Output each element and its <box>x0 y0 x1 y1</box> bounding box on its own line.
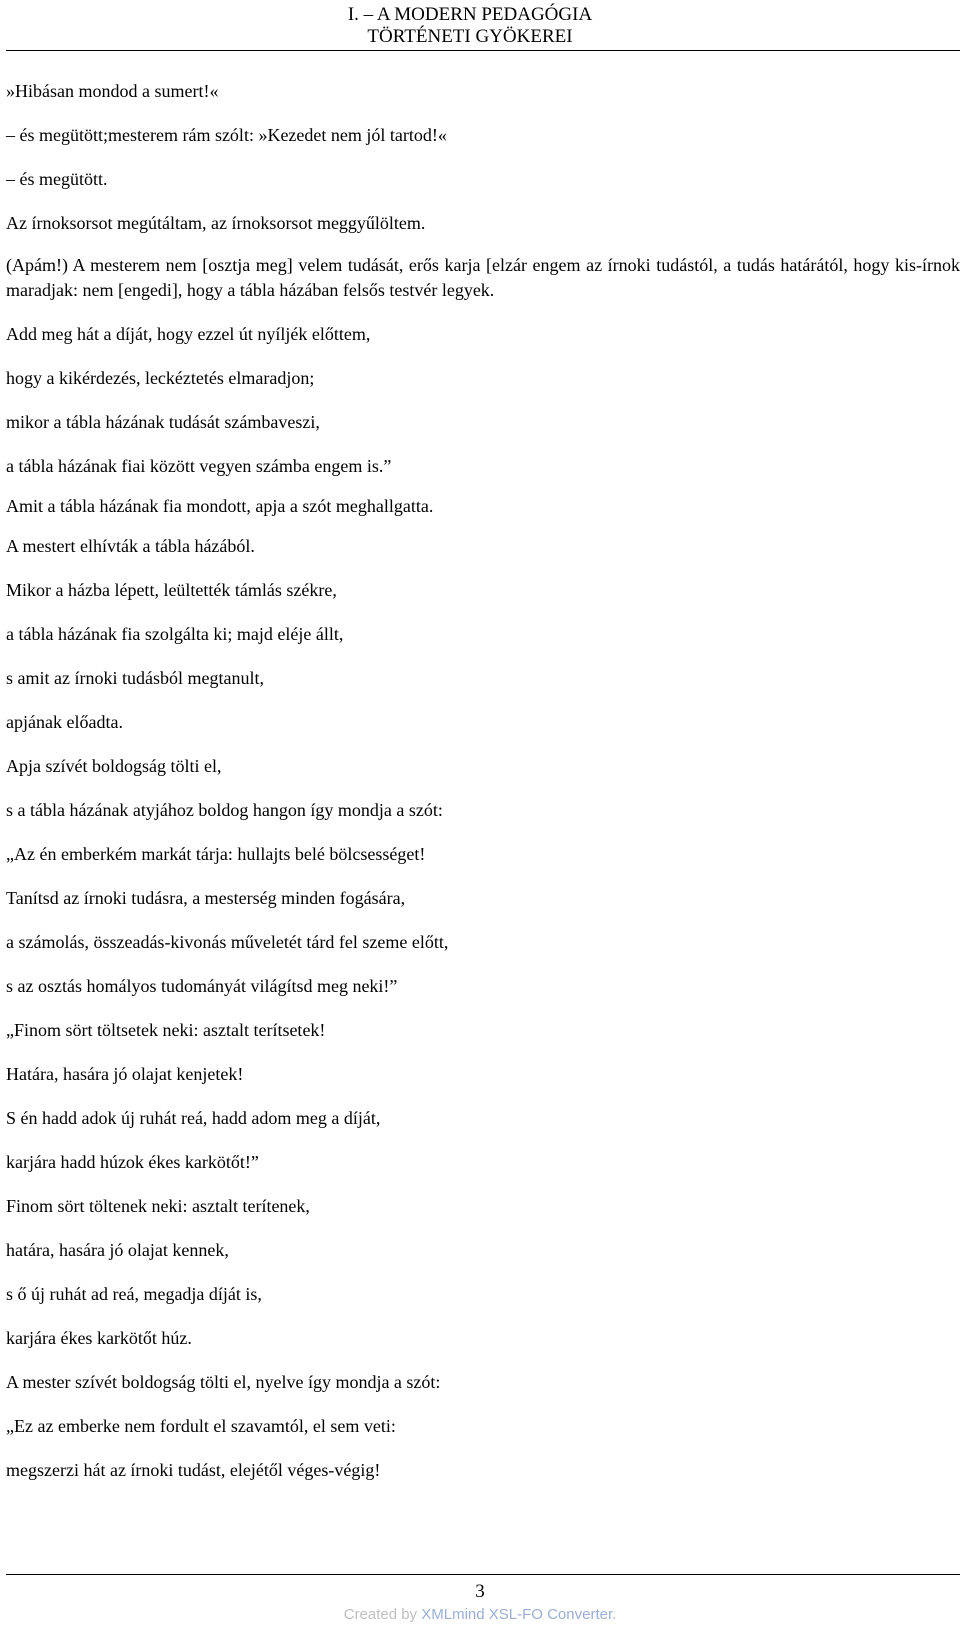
text-line: határa, hasára jó olajat kennek, <box>6 1240 229 1260</box>
text-line: A mester szívét boldogság tölti el, nyelve így mondja a szót: <box>6 1372 441 1392</box>
header-line-2: TÖRTÉNETI GYÖKEREI <box>367 26 573 47</box>
header-divider <box>6 50 960 51</box>
text-line: Mikor a házba lépett, leültették támlás székre, <box>6 580 337 600</box>
text-line: karjára ékes karkötőt húz. <box>6 1328 192 1348</box>
text-line: hogy a kikérdezés, leckéztetés elmaradjon; <box>6 368 315 388</box>
text-line: mikor a tábla házának tudását számbaveszi, <box>6 412 320 432</box>
text-line: karjára hadd húzok ékes karkötőt!” <box>6 1152 259 1172</box>
text-line: a számolás, összeadás-kivonás műveletét tárd fel szeme előtt, <box>6 932 449 952</box>
text-line: Add meg hát a díját, hogy ezzel út nyíljék előttem, <box>6 324 371 344</box>
text-line: – és megütött;mesterem rám szólt: »Kezedet nem jól tartod!« <box>6 125 447 145</box>
text-line: „Az én emberkém markát tárja: hullajts belé bölcsességet! <box>6 844 426 864</box>
text-line: „Ez az emberke nem fordult el szavamtól, el sem veti: <box>6 1416 396 1436</box>
text-line: a tábla házának fiai között vegyen számba engem is.” <box>6 456 392 476</box>
text-line: Tanítsd az írnoki tudásra, a mesterség minden fogására, <box>6 888 406 908</box>
text-line: a tábla házának fia szolgálta ki; majd eléje állt, <box>6 624 344 644</box>
credit-prefix: Created by <box>343 1606 418 1623</box>
text-line: s az osztás homályos tudományát világítsd meg neki!” <box>6 976 398 996</box>
converter-credit <box>0 1606 960 1623</box>
credit-link[interactable]: XMLmind XSL-FO Converter. <box>421 1606 617 1623</box>
text-line: Az írnoksorsot megútáltam, az írnoksorsot meggyűlöltem. <box>6 213 426 233</box>
text-line: Finom sört töltenek neki: asztalt terítenek, <box>6 1196 310 1216</box>
text-line: Határa, hasára jó olajat kenjetek! <box>6 1064 244 1084</box>
text-line: S én hadd adok új ruhát reá, hadd adom meg a díját, <box>6 1108 381 1128</box>
header-line-1: I. – A MODERN PEDAGÓGIA <box>347 4 593 25</box>
text-line: s ő új ruhát ad reá, megadja díját is, <box>6 1284 262 1304</box>
text-line: megszerzi hát az írnoki tudást, elejétől véges-végig! <box>6 1460 381 1480</box>
page-number: 3 <box>475 1581 485 1602</box>
running-header <box>320 4 620 48</box>
text-line: s a tábla házának atyjához boldog hangon így mondja a szót: <box>6 800 443 820</box>
text-line: Amit a tábla házának fia mondott, apja a szót meghallgatta. <box>6 496 434 516</box>
text-line: – és megütött. <box>6 169 108 189</box>
text-line: s amit az írnoki tudásból megtanult, <box>6 668 264 688</box>
text-line: A mestert elhívták a tábla házából. <box>6 536 255 556</box>
text-line: apjának előadta. <box>6 712 123 732</box>
footer-divider <box>6 1574 960 1575</box>
text-paragraph: (Apám!) A mesterem nem [osztja meg] velem tudását, erős karja [elzár engem az írnoki tudástól, a tudás határától, hogy kis-írnok maradjak: nem [engedi], hogy a tábla házában felsős testvér legyek. <box>6 255 960 300</box>
text-line: Apja szívét boldogság tölti el, <box>6 756 222 776</box>
text-line: „Finom sört töltsetek neki: asztalt terítsetek! <box>6 1020 326 1040</box>
text-line: »Hibásan mondod a sumert!« <box>6 81 219 101</box>
page-body <box>6 78 960 1483</box>
